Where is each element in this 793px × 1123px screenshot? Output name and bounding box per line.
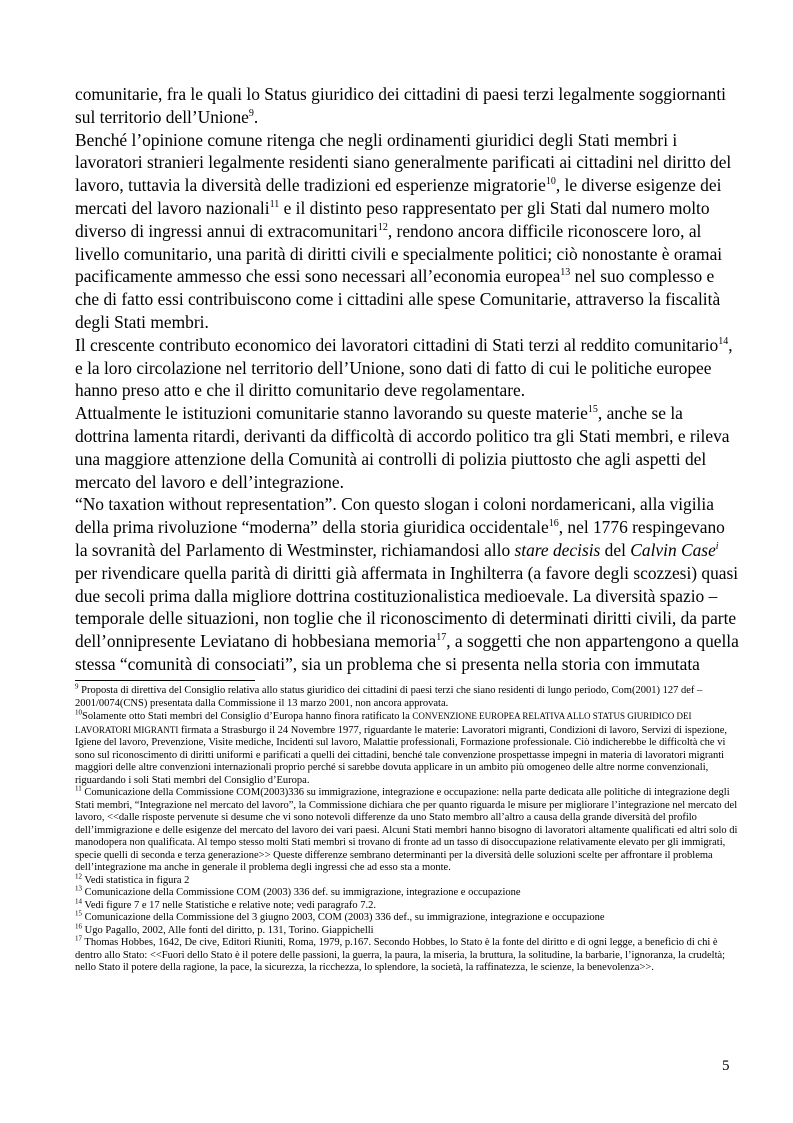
footnotes: [75, 682, 745, 975]
text-run: del: [600, 539, 631, 560]
footnote-ref-13[interactable]: 13: [560, 267, 571, 279]
footnote-number: 12: [75, 872, 82, 880]
footnote-text: Proposta di direttiva del Consiglio relativa allo status giuridico dei cittadini di paesi terzi che siano residenti di lungo periodo, Com(2001) 127 def – 2001/0074(CNS) presentata dalla Commissione il 13 marzo 2001, non ancora approvata.: [75, 685, 703, 709]
text-run: , a soggetti che non appartengono a quella stessa “comunità di consociati”, sia un problema che si presenta nella storia con immutata: [75, 631, 739, 674]
footnote-ref-12[interactable]: 12: [377, 221, 388, 233]
text-run: Attualmente le istituzioni comunitarie stanno lavorando su queste materie: [75, 403, 588, 424]
text-run: , e la loro circolazione nel territorio dell’Unione, sono dati di fatto di cui le politiche europee hanno preso atto e che il diritto comunitario deve regolamentare.: [75, 334, 733, 401]
footnote-11: [75, 784, 745, 875]
footnote-ref-9[interactable]: 9: [248, 108, 254, 119]
footnote-number: 9: [75, 682, 79, 691]
footnote-text: Vedi statistica in figura 2: [82, 874, 190, 886]
endnote-ref-i[interactable]: i: [715, 541, 719, 553]
footnote-16: [75, 922, 745, 938]
footnote-ref-11[interactable]: 11: [269, 199, 280, 211]
footnote-text: Solamente otto Stati membri del Consiglio d’Europa hanno finora ratificato la: [82, 711, 413, 722]
footnote-12: [75, 872, 745, 888]
text-run: Benché l’opinione comune ritenga che negli ordinamenti giuridici degli Stati membri i lavoratori stranieri legalmente residenti siano generalmente parificati ai cittadini nel diritto del lavoro, tuttavia la diversità delle tradizioni ed esperienze migratorie: [75, 129, 732, 196]
convention-title: CONVENZIONE EUROPEA RELATIVA ALLO STATUS GIURIDICO DEI LAVORATORI MIGRANTI: [75, 711, 692, 735]
text-run: comunitarie, fra le quali lo Status giuridico dei cittadini di paesi terzi legalmente soggiornanti sul territorio dell’Unione: [75, 84, 726, 127]
footnote-ref-15[interactable]: 15: [587, 404, 598, 416]
text-run: Il crescente contributo economico dei lavoratori cittadini di Stati terzi al reddito comunitario: [75, 334, 719, 355]
text-run: , le diverse esigenze dei mercati del lavoro nazionali: [75, 175, 722, 218]
footnote-13: [75, 884, 745, 900]
footnote-9: [75, 682, 745, 710]
footnote-text: Comunicazione della Commissione COM (2003) 336 def. su immigrazione, integrazione e occupazione: [82, 887, 521, 898]
text-run: “No taxation without representation”. Con questo slogan i coloni nordamericani, alla vigilia della prima rivoluzione “moderna” della storia giuridica occidentale: [75, 494, 714, 538]
footnote-number: 13: [75, 884, 82, 893]
footnote-17: [75, 934, 745, 975]
text-run: , nel 1776 respingevano la sovranità del Parlamento di Westminster, richiamandosi allo: [75, 517, 725, 560]
paragraph-4: [75, 402, 740, 493]
footnote-number: 11: [75, 784, 82, 793]
footnote-10: [75, 710, 745, 787]
footnote-ref-14[interactable]: 14: [718, 335, 729, 347]
text-run: nel suo complesso e che di fatto essi contribuiscono come i cittadini alle spese Comunitarie, attraverso la fiscalità degli Stati membri.: [75, 266, 721, 332]
text-run: , rendono ancora difficile riconoscere loro, al livello comunitario, una parità di diritti civili e specialmente politici; ciò nonostante è oramai pacificamente ammesso che essi sono necessari all’economia europea: [75, 220, 723, 287]
footnote-15: [75, 909, 745, 925]
footnote-text: Comunicazione della Commissione del 3 giugno 2003, COM (2003) 336 def., su immigrazione, integrazione e occupazione: [82, 912, 605, 923]
footnote-ref-17[interactable]: 17: [436, 632, 447, 644]
footnote-number: 17: [75, 934, 82, 943]
italic-term: stare decisis: [514, 539, 601, 560]
italic-term: Calvin Case: [630, 539, 716, 560]
footnote-number: 10: [75, 708, 82, 717]
footnote-text: firmata a Strasburgo il 24 Novembre 1977, riguardante le materie: Lavoratori migranti, Condizioni di lavoro, Servizi di ispezione, Igiene del lavoro, Prevenzione, Visite mediche, Incidenti sul lavoro, Malattie professionali, Formazione professionale. Ciò indicherebbe le difficoltà che vi sono sul riconoscimento di diritti uniformi e parificati a quelli dei cittadini, benché tale convenzione prospettasse impegni in materia di lavoratori migranti maggiori delle altre convenzioni internazionali proprio perché si sarebbe dovuta applicare in un ambito più omogeneo delle altre norme convenzionali, riguardando i soli Stati membri del Consiglio d’Europa.: [75, 724, 727, 786]
body-text: [75, 83, 740, 676]
footnote-separator: [75, 680, 255, 681]
paragraph-5: [75, 493, 740, 675]
paragraph-2: [75, 129, 740, 334]
paragraph-1: [75, 83, 740, 129]
footnote-ref-10[interactable]: 10: [545, 176, 556, 188]
footnote-ref-16[interactable]: 16: [548, 518, 559, 530]
footnote-14: [75, 897, 745, 913]
footnote-number: 15: [75, 909, 82, 918]
footnote-text: Vedi figure 7 e 17 nelle Statistiche e relative note; vedi paragrafo 7.2.: [82, 899, 376, 911]
text-run: , anche se la dottrina lamenta ritardi, derivanti da difficoltà di accordo politico tra gli Stati membri, e rileva una maggiore attenzione della Comunità ai controlli di polizia piuttosto che agli aspetti del mercato del lavoro e dell’integrazione.: [75, 403, 730, 492]
footnote-number: 14: [75, 897, 82, 905]
paragraph-3: [75, 334, 740, 402]
footnote-number: 16: [75, 922, 82, 930]
footnote-text: Comunicazione della Commissione COM(2003)336 su immigrazione, integrazione e occupazione: nella parte dedicata alle politiche di integrazione degli Stati membri, “Integrazione nel mercato del lavoro”, la Commissione dichiara che per quanto riguarda le misure per migliorare l’integrazione nel mercato del lavoro, <<dalle risposte pervenute si desume che vi sono notevoli differenze da uno Stato membro all’altro a causa della grande diversità del profilo dell’immigrazione e delle esigenze del mercato del lavoro dei vari paesi. Alcuni Stati membri hanno bisogno di lavoratori altamente qualificati ed altri solo di manodopera non qualificata. Al tempo stesso molti Stati membri si trovano di fronte ad un tasso di disoccupazione relativamente elevato per gli immigrati, specie quelli di seconda e terza generazione>> Queste differenze sembrano determinanti per la diversità delle soluzioni scelte per affrontare il problema dell’integrazione ma anche in generale il problema degli ingressi che ad esso sta a monte.: [75, 787, 738, 873]
footnote-text: Ugo Pagallo, 2002, Alle fonti del diritto, p. 131, Torino. Giappichelli: [82, 924, 374, 936]
text-run: per rivendicare quella parità di diritti già affermata in Inghilterra (a favore degli scozzesi) quasi due secoli prima dalla migliore dottrina costituzionalistica medioevale. La diversità spazio – temporale delle situazioni, non toglie che il riconoscimento di determinati diritti civili, da parte dell’onnipresente Leviatano di hobbesiana memoria: [75, 562, 739, 652]
page-number: 5: [722, 1058, 730, 1074]
text-run: .: [253, 106, 259, 127]
footnote-text: Thomas Hobbes, 1642, De cive, Editori Riuniti, Roma, 1979, p.167. Secondo Hobbes, lo Stato è la fonte del diritto e di ogni legge, a beneficio di chi è dentro allo Stato: <<Fuori dello Stato è il potere delle passioni, la guerra, la paura, la miseria, la bruttura, la solitudine, la barbarie, l’ignoranza, la crudeltà; nello Stato il potere della ragione, la pace, la sicurezza, la ricchezza, lo splendore, la società, la raffinatezza, le scienze, la benevolenza>>.: [75, 937, 726, 973]
text-run: e il distinto peso rappresentato per gli Stati dal numero molto diverso di ingressi annui di extracomunitari: [75, 197, 710, 241]
